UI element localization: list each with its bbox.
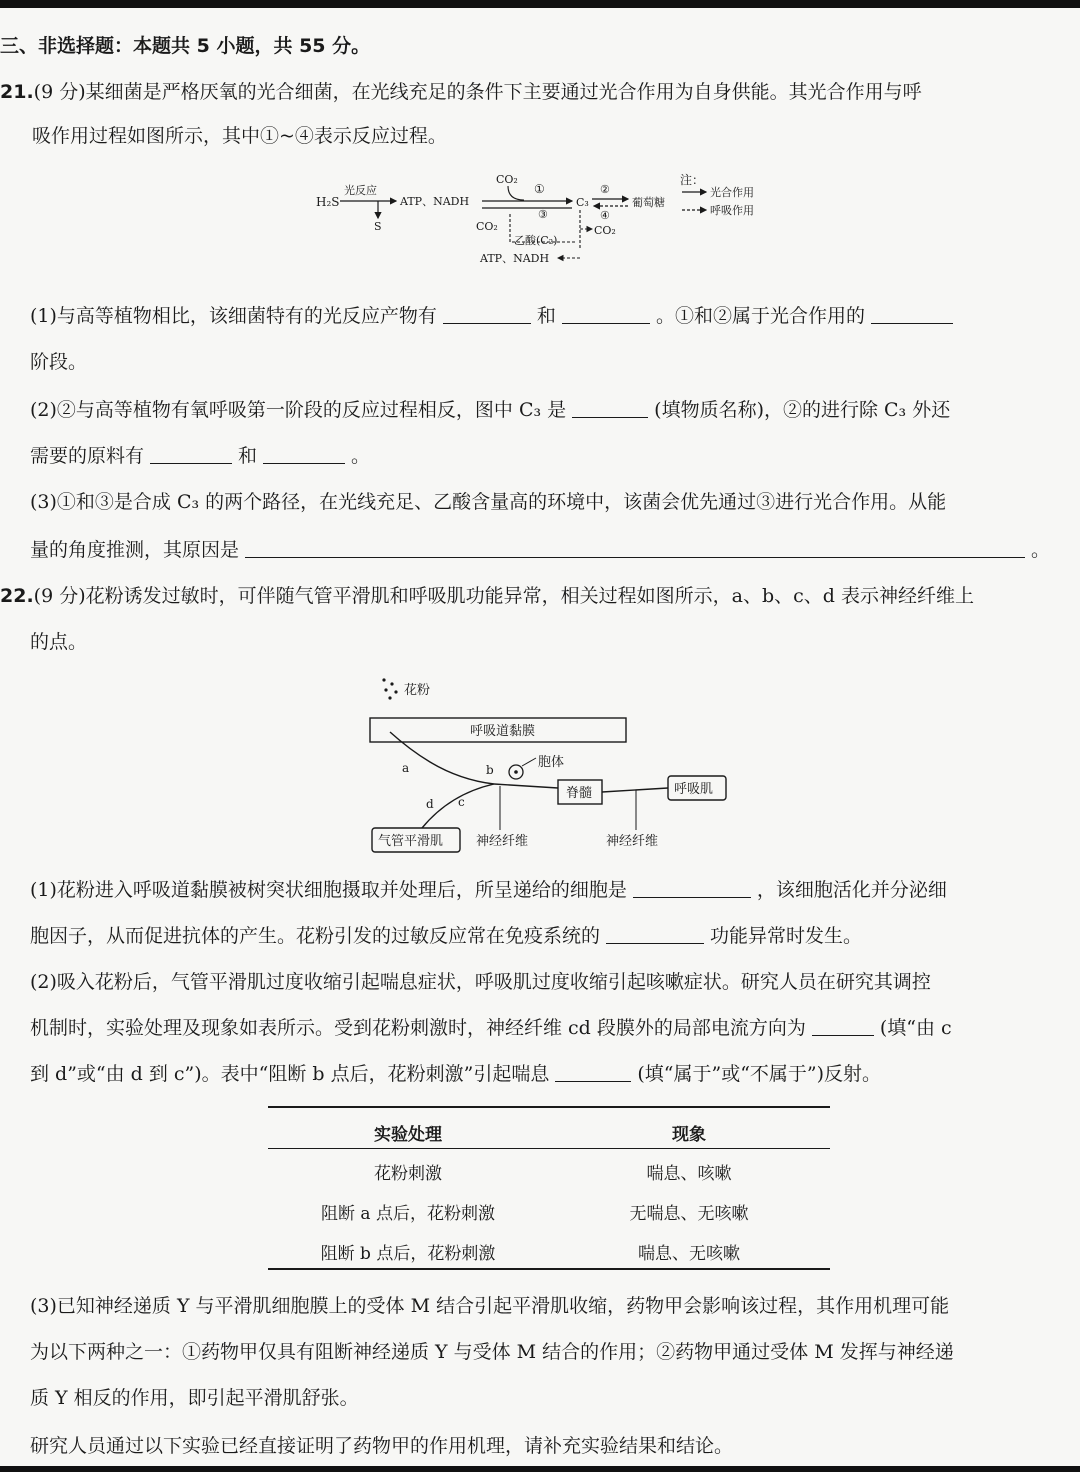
q22-stem-line1 <box>0 584 974 608</box>
nerve-fiber-main <box>494 784 558 788</box>
label-note: 注： <box>680 173 705 187</box>
q22-p1-text-d: 功能异常时发生。 <box>710 925 863 947</box>
q22-p4-text: 研究人员通过以下实验已经直接证明了药物甲的作用机理，请补充实验结果和结论。 <box>30 1435 734 1457</box>
q21-p3-text-c: 。 <box>1031 539 1051 561</box>
q21-p1-text-c: 。①和②属于光合作用的 <box>655 305 865 327</box>
label-pollen: 花粉 <box>404 683 431 698</box>
q21-stem2: 吸作用过程如图所示，其中①~④表示反应过程。 <box>32 125 447 147</box>
label-nerve-fiber-2: 神经纤维 <box>606 834 659 849</box>
q22-stem2: 的点。 <box>30 631 88 653</box>
q22-p2-text-e: (填“属于”或“不属于”)反射。 <box>637 1063 882 1085</box>
label-step2: ② <box>600 183 610 196</box>
q22-part2-line3 <box>30 1062 881 1086</box>
label-point-d: d <box>426 797 434 811</box>
label-co2-top: CO₂ <box>496 173 518 186</box>
label-h2s: H₂S <box>316 195 340 209</box>
label-atp-nadh: ATP、NADH <box>400 195 470 208</box>
q21-stem1: (9 分)某细菌是严格厌氧的光合细菌，在光线充足的条件下主要通过光合作用为自身供能。其光合作用与呼 <box>33 81 922 103</box>
arrow-co2-in <box>508 186 524 200</box>
section-header: 三、非选择题：本题共 5 小题，共 55 分。 <box>0 35 371 57</box>
table-row-2-treatment: 阻断 a 点后，花粉刺激 <box>321 1204 495 1224</box>
table-row-3-treatment: 阻断 b 点后，花粉刺激 <box>320 1244 496 1264</box>
table-row-1-phenomenon: 喘息、咳嗽 <box>646 1164 732 1184</box>
answer-blank-q21-1c[interactable] <box>871 305 953 324</box>
label-step3: ③ <box>538 208 548 221</box>
table-header-rule <box>268 1148 830 1149</box>
q22-part2-line2 <box>30 1016 952 1040</box>
q22-p2-text-c: (填“由 c <box>879 1017 952 1039</box>
label-step4: ④ <box>600 209 610 222</box>
q21-p2-text-c: 需要的原料有 <box>30 445 145 467</box>
q21-p3-text-b: 量的角度推测，其原因是 <box>30 539 240 561</box>
table-row-3-phenomenon: 喘息、无咳嗽 <box>638 1244 740 1264</box>
label-mucosa: 呼吸道黏膜 <box>470 724 536 739</box>
q21-stem-line1 <box>0 80 922 104</box>
label-co2-right: CO₂ <box>594 224 616 237</box>
label-glucose: 葡萄糖 <box>632 196 665 209</box>
legend-photosynthesis: 光合作用 <box>710 186 754 199</box>
table-bottom-rule <box>268 1268 830 1270</box>
nerve-fiber-a <box>390 732 494 784</box>
answer-blank-q22-1b[interactable] <box>606 925 704 944</box>
q22-p1-text-a: (1)花粉进入呼吸道黏膜被树突状细胞摄取并处理后，所呈递给的细胞是 <box>30 879 627 901</box>
table-header-phenomenon: 现象 <box>672 1125 706 1145</box>
q21-p2-text-d: 和 <box>238 445 258 467</box>
q22-p2-text-d: 到 d”或“由 d 到 c”)。表中“阻断 b 点后，花粉刺激”引起喘息 <box>30 1063 550 1085</box>
table-header-treatment: 实验处理 <box>374 1125 442 1145</box>
nerve-fiber-to-muscle <box>602 788 668 792</box>
q22-reflex-diagram <box>360 670 740 860</box>
answer-blank-q21-3[interactable] <box>245 539 1025 558</box>
q21-pathway-diagram <box>310 166 790 268</box>
q22-p3-text-b: 为以下两种之一：①药物甲仅具有阻断神经递质 Y 与受体 M 结合的作用；②药物甲通过受体 M 发挥与神经递 <box>30 1341 954 1363</box>
q22-part1-line1 <box>30 878 947 902</box>
answer-blank-q21-2c[interactable] <box>263 445 345 464</box>
q22-p3-text-c: 质 Y 相反的作用，即引起平滑肌舒张。 <box>30 1387 359 1409</box>
q21-p1-text-b: 和 <box>536 305 556 327</box>
label-atp-nadh-2: ATP、NADH <box>480 252 550 265</box>
q22-number: 22. <box>0 585 34 607</box>
answer-blank-q21-2b[interactable] <box>150 445 232 464</box>
label-s: S <box>374 220 382 233</box>
q22-part1-line2 <box>30 924 862 948</box>
table-row-1-treatment: 花粉刺激 <box>374 1164 442 1184</box>
top-border <box>0 0 1080 8</box>
q21-part3-line2 <box>30 538 1050 562</box>
label-nerve-fiber-1: 神经纤维 <box>476 834 529 849</box>
label-point-b: b <box>486 763 494 777</box>
q21-part2-line1 <box>30 398 950 422</box>
q21-p1-text-d: 阶段。 <box>30 351 88 373</box>
label-spinal-cord: 脊髓 <box>566 786 593 801</box>
q21-number: 21. <box>0 81 34 103</box>
q21-p2-text-b: (填物质名称)，②的进行除 C₃ 外还 <box>654 399 951 421</box>
answer-blank-q22-2a[interactable] <box>812 1017 874 1036</box>
label-light-reaction: 光反应 <box>344 184 377 197</box>
q21-p3-text-a: (3)①和③是合成 C₃ 的两个路径，在光线充足、乙酸含量高的环境中，该菌会优先通过③进行光合作用。从能 <box>30 491 947 513</box>
table-top-rule <box>268 1106 830 1108</box>
table-row-2-phenomenon: 无喘息、无咳嗽 <box>629 1204 749 1224</box>
label-co2-mid: CO₂ <box>476 220 498 233</box>
label-acetic: 乙酸(C₂) <box>514 234 558 247</box>
q22-p1-text-b: ，该细胞活化并分泌细 <box>756 879 947 901</box>
label-point-c: c <box>458 795 465 809</box>
label-resp-muscle: 呼吸肌 <box>674 782 714 797</box>
label-cell-body: 胞体 <box>538 755 565 770</box>
q21-part1-line1 <box>30 304 959 328</box>
label-tracheal-muscle: 气管平滑肌 <box>378 834 444 849</box>
answer-blank-q21-2a[interactable] <box>572 399 648 418</box>
bottom-border <box>0 1466 1080 1472</box>
q22-p1-text-c: 胞因子，从而促进抗体的产生。花粉引发的过敏反应常在免疫系统的 <box>30 925 601 947</box>
label-step1: ① <box>534 182 545 196</box>
answer-blank-q21-1a[interactable] <box>443 305 531 324</box>
q21-p1-text-a: (1)与高等植物相比，该细菌特有的光反应产物有 <box>30 305 437 327</box>
q21-p2-text-e: 。 <box>351 445 371 467</box>
q22-stem1: (9 分)花粉诱发过敏时，可伴随气管平滑肌和呼吸肌功能异常，相关过程如图所示，a、b、c、d 表示神经纤维上 <box>33 585 974 607</box>
legend-respiration: 呼吸作用 <box>710 204 754 217</box>
q21-p2-text-a: (2)②与高等植物有氧呼吸第一阶段的反应过程相反，图中 C₃ 是 <box>30 399 567 421</box>
label-point-a: a <box>402 761 410 775</box>
q22-p2-text-a: (2)吸入花粉后，气管平滑肌过度收缩引起喘息症状，呼吸肌过度收缩引起咳嗽症状。研究人员在研究其调控 <box>30 971 931 993</box>
label-c3: C₃ <box>576 196 589 209</box>
q22-p3-text-a: (3)已知神经递质 Y 与平滑肌细胞膜上的受体 M 结合引起平滑肌收缩，药物甲会影响该过程，其作用机理可能 <box>30 1295 950 1317</box>
answer-blank-q22-2b[interactable] <box>555 1063 631 1082</box>
pollen-dots <box>382 678 397 699</box>
q21-part2-line2 <box>30 444 370 468</box>
answer-blank-q22-1a[interactable] <box>633 879 751 898</box>
q22-p2-text-b: 机制时，实验处理及现象如表所示。受到花粉刺激时，神经纤维 cd 段膜外的局部电流方向为 <box>30 1017 806 1039</box>
answer-blank-q21-1b[interactable] <box>562 305 650 324</box>
